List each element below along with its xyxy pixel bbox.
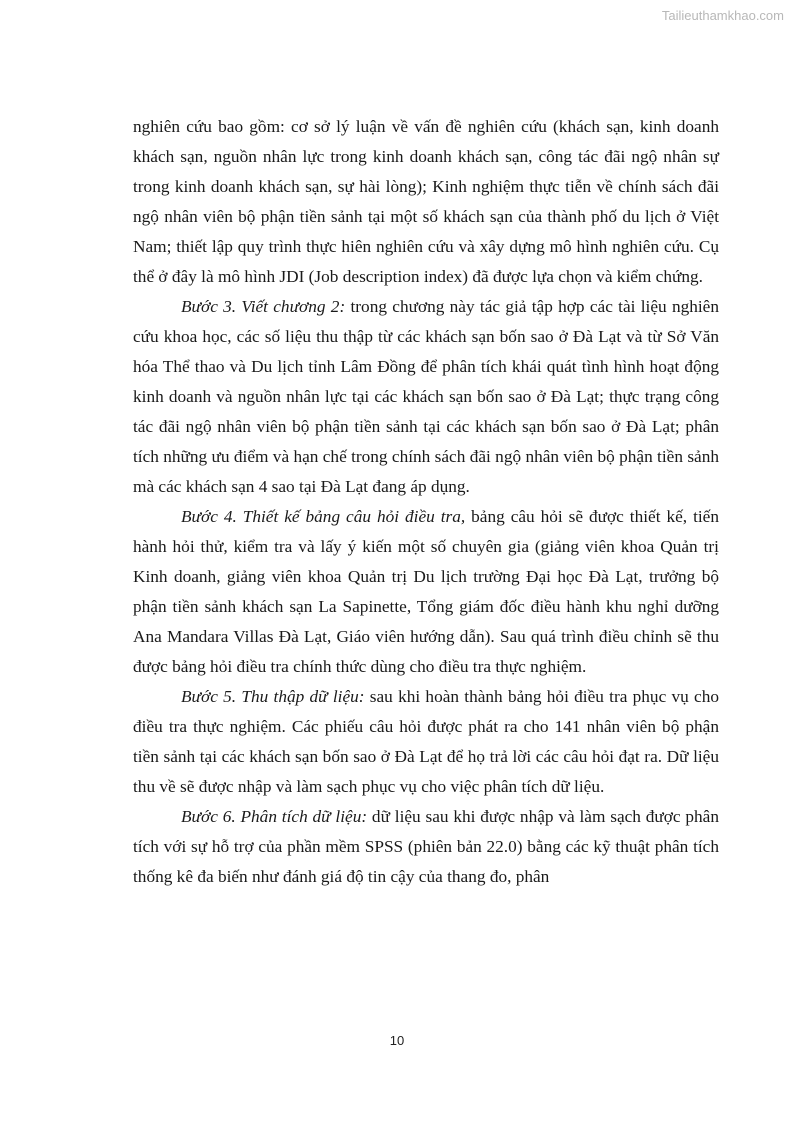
step-heading: Bước 3. Viết chương 2:: [181, 297, 346, 316]
paragraph-text: sau khi hoàn thành bảng hỏi điều tra phục vụ cho điều tra thực nghiệm. Các phiếu câu hỏi được phát ra cho 141 nhân viên bộ phận tiền sảnh tại các khách sạn bốn sao ở Đà Lạt để họ trả lời các câu hỏi đạt ra. Dữ liệu thu về sẽ được nhập và làm sạch phục vụ cho việc phân tích dữ liệu.: [133, 687, 719, 796]
paragraph-step-6: [133, 802, 719, 892]
paragraph-text: dữ liệu sau khi được nhập và làm sạch được phân tích với sự hỗ trợ của phần mềm SPSS (phiên bản 22.0) bằng các kỹ thuật phân tích thống kê đa biến như đánh giá độ tin cậy của thang đo, phân: [133, 807, 719, 886]
paragraph-step-4: [133, 502, 719, 682]
step-heading: Bước 4. Thiết kế bảng câu hỏi điều tra,: [181, 507, 466, 526]
paragraph-step-5: [133, 682, 719, 802]
paragraph-intro-continuation: [133, 112, 719, 292]
watermark-text: Tailieuthamkhao.com: [661, 8, 784, 23]
paragraph-text: trong chương này tác giả tập hợp các tài liệu nghiên cứu khoa học, các số liệu thu thập từ các khách sạn bốn sao ở Đà Lạt và từ Sở Văn hóa Thể thao và Du lịch tỉnh Lâm Đồng để phân tích khái quát tình hình hoạt động kinh doanh và nguồn nhân lực tại các khách sạn bốn sao ở Đà Lạt; thực trạng công tác đãi ngộ nhân viên bộ phận tiền sảnh tại các khách sạn bốn sao ở Đà Lạt; phân tích những ưu điểm và hạn chế trong chính sách đãi ngộ nhân viên bộ phận tiền sảnh mà các khách sạn 4 sao tại Đà Lạt đang áp dụng.: [133, 297, 719, 496]
paragraph-text: bảng câu hỏi sẽ được thiết kế, tiến hành hỏi thử, kiểm tra và lấy ý kiến một số chuyên gia (giảng viên khoa Quản trị Kinh doanh, giảng viên khoa Quản trị Du lịch trường Đại học Đà Lạt, trưởng bộ phận tiền sảnh khách sạn La Sapinette, Tổng giám đốc điều hành khu nghỉ dưỡng Ana Mandara Villas Đà Lạt, Giáo viên hướng dẫn). Sau quá trình điều chỉnh sẽ thu được bảng hỏi điều tra chính thức dùng cho điều tra thực nghiệm.: [133, 507, 719, 676]
document-body: [133, 112, 719, 892]
page-number: 10: [389, 1033, 405, 1048]
step-heading: Bước 6. Phân tích dữ liệu:: [181, 807, 368, 826]
paragraph-step-3: [133, 292, 719, 502]
step-heading: Bước 5. Thu thập dữ liệu:: [181, 687, 365, 706]
paragraph-text: nghiên cứu bao gồm: cơ sở lý luận về vấn đề nghiên cứu (khách sạn, kinh doanh khách sạn, nguồn nhân lực trong kinh doanh khách sạn, công tác đãi ngộ nhân sự trong kinh doanh khách sạn, sự hài lòng); Kinh nghiệm thực tiễn về chính sách đãi ngộ nhân viên bộ phận tiền sảnh tại một số khách sạn của thành phố du lịch ở Việt Nam; thiết lập quy trình thực hiên nghiên cứu và xây dựng mô hình nghiên cứu. Cụ thể ở đây là mô hình JDI (Job description index) đã được lựa chọn và kiểm chứng.: [133, 117, 719, 286]
